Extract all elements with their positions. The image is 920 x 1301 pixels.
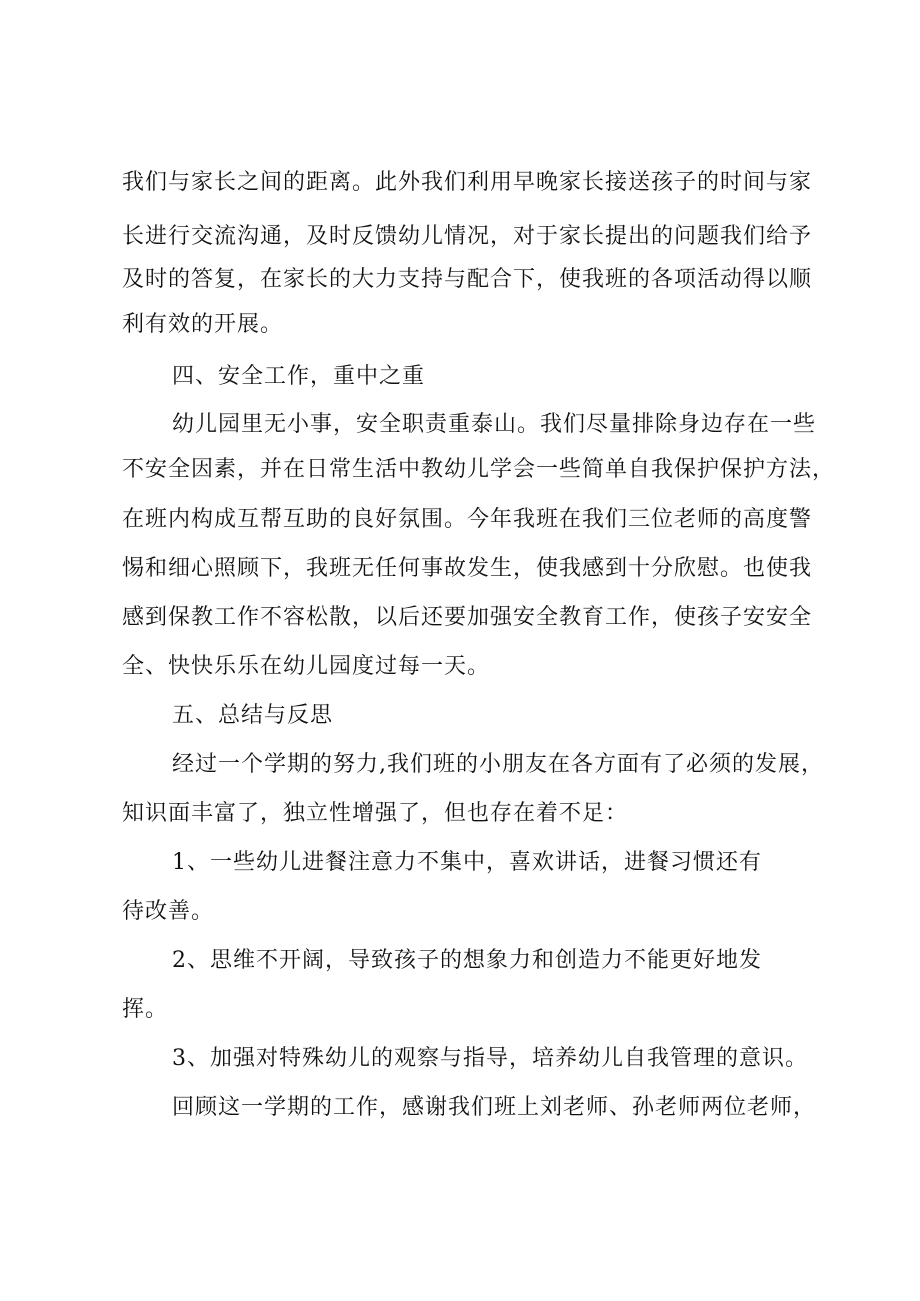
list-item: 1、一些幼儿进餐注意力不集中，喜欢讲话，进餐习惯还有 bbox=[172, 850, 762, 875]
text-line: 利有效的开展。 bbox=[122, 312, 284, 337]
text-line: 知识面丰富了，独立性增强了，但也存在着不足： bbox=[122, 801, 629, 826]
list-item: 3、加强对特殊幼儿的观察与指导，培养幼儿自我管理的意识。 bbox=[172, 1046, 808, 1071]
text-line: 不安全因素，并在日常生活中教幼儿学会一些简单自我保护保护方法， bbox=[122, 457, 836, 482]
text-line: 挥。 bbox=[122, 997, 169, 1022]
section-heading: 五、总结与反思 bbox=[172, 703, 334, 728]
text-line: 我们与家长之间的距离。此外我们利用早晚家长接送孩子的时间与家 bbox=[122, 170, 813, 195]
text-line: 经过一个学期的努力,我们班的小朋友在各方面有了必须的发展， bbox=[172, 752, 824, 777]
text-line: 及时的答复，在家长的大力支持与配合下，使我班的各项活动得以顺 bbox=[122, 267, 813, 292]
list-item: 2、思维不开阔，导致孩子的想象力和创造力不能更好地发 bbox=[172, 948, 762, 973]
text-line: 回顾这一学期的工作，感谢我们班上刘老师、孙老师两位老师， bbox=[172, 1095, 817, 1120]
text-line: 在班内构成互帮互助的良好氛围。今年我班在我们三位老师的高度警 bbox=[122, 507, 813, 532]
text-line: 待改善。 bbox=[122, 899, 215, 924]
text-line: 惕和细心照顾下，我班无任何事故发生，使我感到十分欣慰。也使我 bbox=[122, 556, 813, 581]
text-line: 长进行交流沟通，及时反馈幼儿情况，对于家长提出的问题我们给予 bbox=[122, 224, 813, 249]
text-line: 感到保教工作不容松散，以后还要加强安全教育工作，使孩子安安全 bbox=[122, 605, 813, 630]
text-line: 全、快快乐乐在幼儿园度过每一天。 bbox=[122, 654, 491, 679]
text-line: 幼儿园里无小事，安全职责重泰山。我们尽量排除身边存在一些 bbox=[172, 412, 817, 437]
section-heading: 四、安全工作，重中之重 bbox=[172, 364, 426, 389]
